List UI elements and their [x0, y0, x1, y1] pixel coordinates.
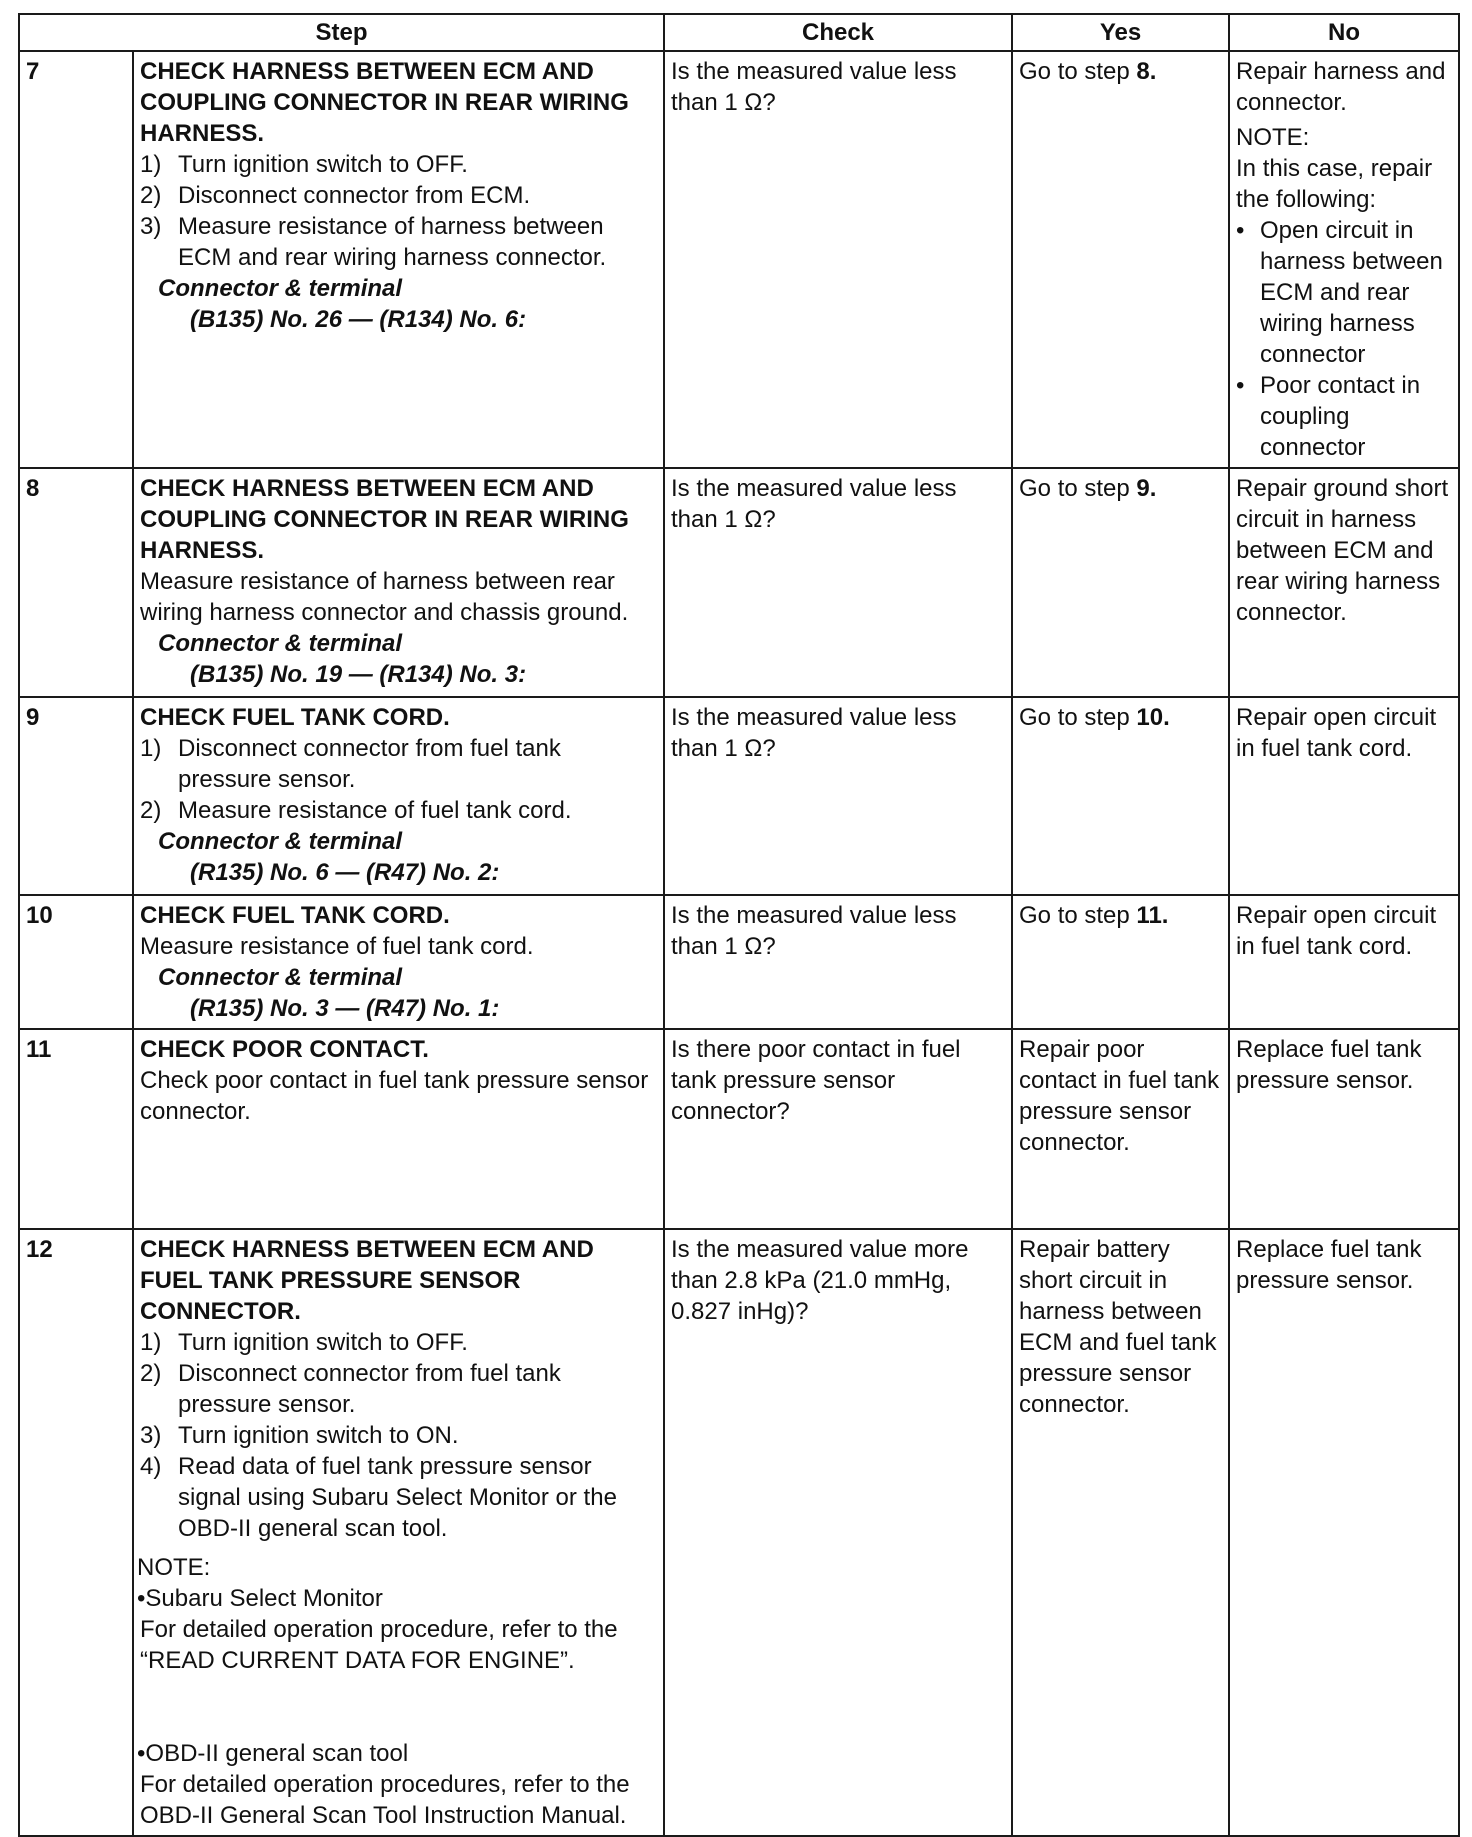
bullet-item: • Open circuit in harness between ECM and rear wiring harness connector [1236, 217, 1443, 368]
no-cell: Repair harness and connector. NOTE: In this case, repair the following: • Open circuit in harness between ECM and rear wiring harness connector • Poor contact in coupling connector [1229, 51, 1459, 468]
step-link: 8. [1136, 58, 1157, 85]
yes-cell: Go to step 8. [1012, 51, 1229, 468]
connector-value: (B135) No. 19 — (R134) No. 3: [190, 661, 527, 688]
header-no: No [1229, 14, 1459, 51]
list-item: 3) Measure resistance of harness between ECM and rear wiring harness connector. [140, 213, 607, 271]
yes-cell: Repair poor contact in fuel tank pressure sensor connector. [1012, 1029, 1229, 1229]
step-number: 11 [19, 1029, 133, 1229]
step-link: 10. [1136, 704, 1170, 731]
connector-value: (R135) No. 6 — (R47) No. 2: [190, 859, 500, 886]
check-cell: Is the measured value less than 1 Ω? [664, 468, 1012, 697]
list-item: 1) Disconnect connector from fuel tank pressure sensor. [140, 735, 561, 793]
diagnostic-table [18, 13, 1460, 1837]
step-number: 7 [19, 51, 133, 468]
table-row [19, 697, 1459, 895]
note-label: NOTE: [1236, 124, 1310, 151]
step-title: CHECK POOR CONTACT. [140, 1036, 429, 1063]
step-number: 8 [19, 468, 133, 697]
note-label: NOTE: [137, 1554, 211, 1581]
step-body: CHECK FUEL TANK CORD. Measure resistance of fuel tank cord. Connector & terminal (R135) No. 3 — (R47) No. 1: [133, 895, 664, 1029]
no-cell: Replace fuel tank pressure sensor. [1229, 1229, 1459, 1836]
table-row [19, 51, 1459, 468]
table-row [19, 1029, 1459, 1229]
check-cell: Is there poor contact in fuel tank pressure sensor connector? [664, 1029, 1012, 1229]
header-yes: Yes [1012, 14, 1229, 51]
list-item: 3) Turn ignition switch to ON. [140, 1422, 459, 1449]
step-number: 12 [19, 1229, 133, 1836]
step-title: CHECK FUEL TANK CORD. [140, 704, 450, 731]
step-title: CHECK HARNESS BETWEEN ECM AND FUEL TANK PRESSURE SENSOR CONNECTOR. [140, 1236, 594, 1325]
yes-cell: Go to step 11. [1012, 895, 1229, 1029]
connector-value: (R135) No. 3 — (R47) No. 1: [190, 995, 500, 1022]
header-step: Step [19, 14, 664, 51]
step-number: 9 [19, 697, 133, 895]
note-subtitle: •Subaru Select Monitor [137, 1585, 383, 1612]
yes-cell: Go to step 9. [1012, 468, 1229, 697]
step-number: 10 [19, 895, 133, 1029]
check-cell: Is the measured value less than 1 Ω? [664, 51, 1012, 468]
yes-cell: Go to step 10. [1012, 697, 1229, 895]
header-row [19, 14, 1459, 51]
step-title: CHECK HARNESS BETWEEN ECM AND COUPLING CONNECTOR IN REAR WIRING HARNESS. [140, 58, 629, 147]
no-cell: Repair open circuit in fuel tank cord. [1229, 697, 1459, 895]
list-item: 2) Disconnect connector from fuel tank pressure sensor. [140, 1360, 561, 1418]
list-item: 2) Disconnect connector from ECM. [140, 182, 531, 209]
header-check: Check [664, 14, 1012, 51]
no-cell: Repair ground short circuit in harness between ECM and rear wiring harness connector. [1229, 468, 1459, 697]
connector-label: Connector & terminal [158, 828, 403, 855]
step-title: CHECK FUEL TANK CORD. [140, 902, 450, 929]
step-body: CHECK POOR CONTACT. Check poor contact in fuel tank pressure sensor connector. [133, 1029, 664, 1229]
connector-value: (B135) No. 26 — (R134) No. 6: [190, 306, 527, 333]
table-row [19, 468, 1459, 697]
step-title: CHECK HARNESS BETWEEN ECM AND COUPLING CONNECTOR IN REAR WIRING HARNESS. [140, 475, 629, 564]
table-row [19, 1229, 1459, 1836]
check-cell: Is the measured value more than 2.8 kPa (21.0 mmHg, 0.827 inHg)? [664, 1229, 1012, 1836]
list-item: 1) Turn ignition switch to OFF. [140, 151, 468, 178]
bullet-item: • Poor contact in coupling connector [1236, 372, 1421, 461]
step-link: 9. [1136, 475, 1157, 502]
list-item: 4) Read data of fuel tank pressure sensor signal using Subaru Select Monitor or the OBD-II general scan tool. [140, 1453, 617, 1542]
check-cell: Is the measured value less than 1 Ω? [664, 895, 1012, 1029]
step-body [133, 51, 664, 468]
step-body: CHECK HARNESS BETWEEN ECM AND FUEL TANK PRESSURE SENSOR CONNECTOR. 1) Turn ignition switch to OFF. 2) Disconnect connector from fuel tank pressure sensor. 3) Turn ignition switch to ON. 4) Read data of fuel tank pressure sensor signal using Subaru Select Monitor or the OBD-II general scan tool. NOTE: •Subaru Select Monitor For detailed operation procedure, refer to the “READ CURRENT DATA FOR ENGINE”. •OBD-II general scan tool For detailed operation procedures, refer to the OBD-II General Scan Tool Instruction Manual. [133, 1229, 664, 1836]
step-body: CHECK HARNESS BETWEEN ECM AND COUPLING CONNECTOR IN REAR WIRING HARNESS. Measure resistance of harness between rear wiring harness connector and chassis ground. Connector & terminal (B135) No. 19 — (R134) No. 3: [133, 468, 664, 697]
no-cell: Repair open circuit in fuel tank cord. [1229, 895, 1459, 1029]
no-cell: Replace fuel tank pressure sensor. [1229, 1029, 1459, 1229]
table-row [19, 895, 1459, 1029]
list-item: 1) Turn ignition switch to OFF. [140, 1329, 468, 1356]
step-link: 11. [1136, 902, 1169, 929]
connector-label: Connector & terminal [158, 630, 403, 657]
list-item: 2) Measure resistance of fuel tank cord. [140, 797, 572, 824]
note-subtitle: •OBD-II general scan tool [137, 1740, 409, 1767]
check-cell: Is the measured value less than 1 Ω? [664, 697, 1012, 895]
connector-label: Connector & terminal [158, 964, 403, 991]
connector-label: Connector & terminal [158, 275, 403, 302]
step-body [133, 697, 664, 895]
yes-cell: Repair battery short circuit in harness between ECM and fuel tank pressure sensor connector. [1012, 1229, 1229, 1836]
